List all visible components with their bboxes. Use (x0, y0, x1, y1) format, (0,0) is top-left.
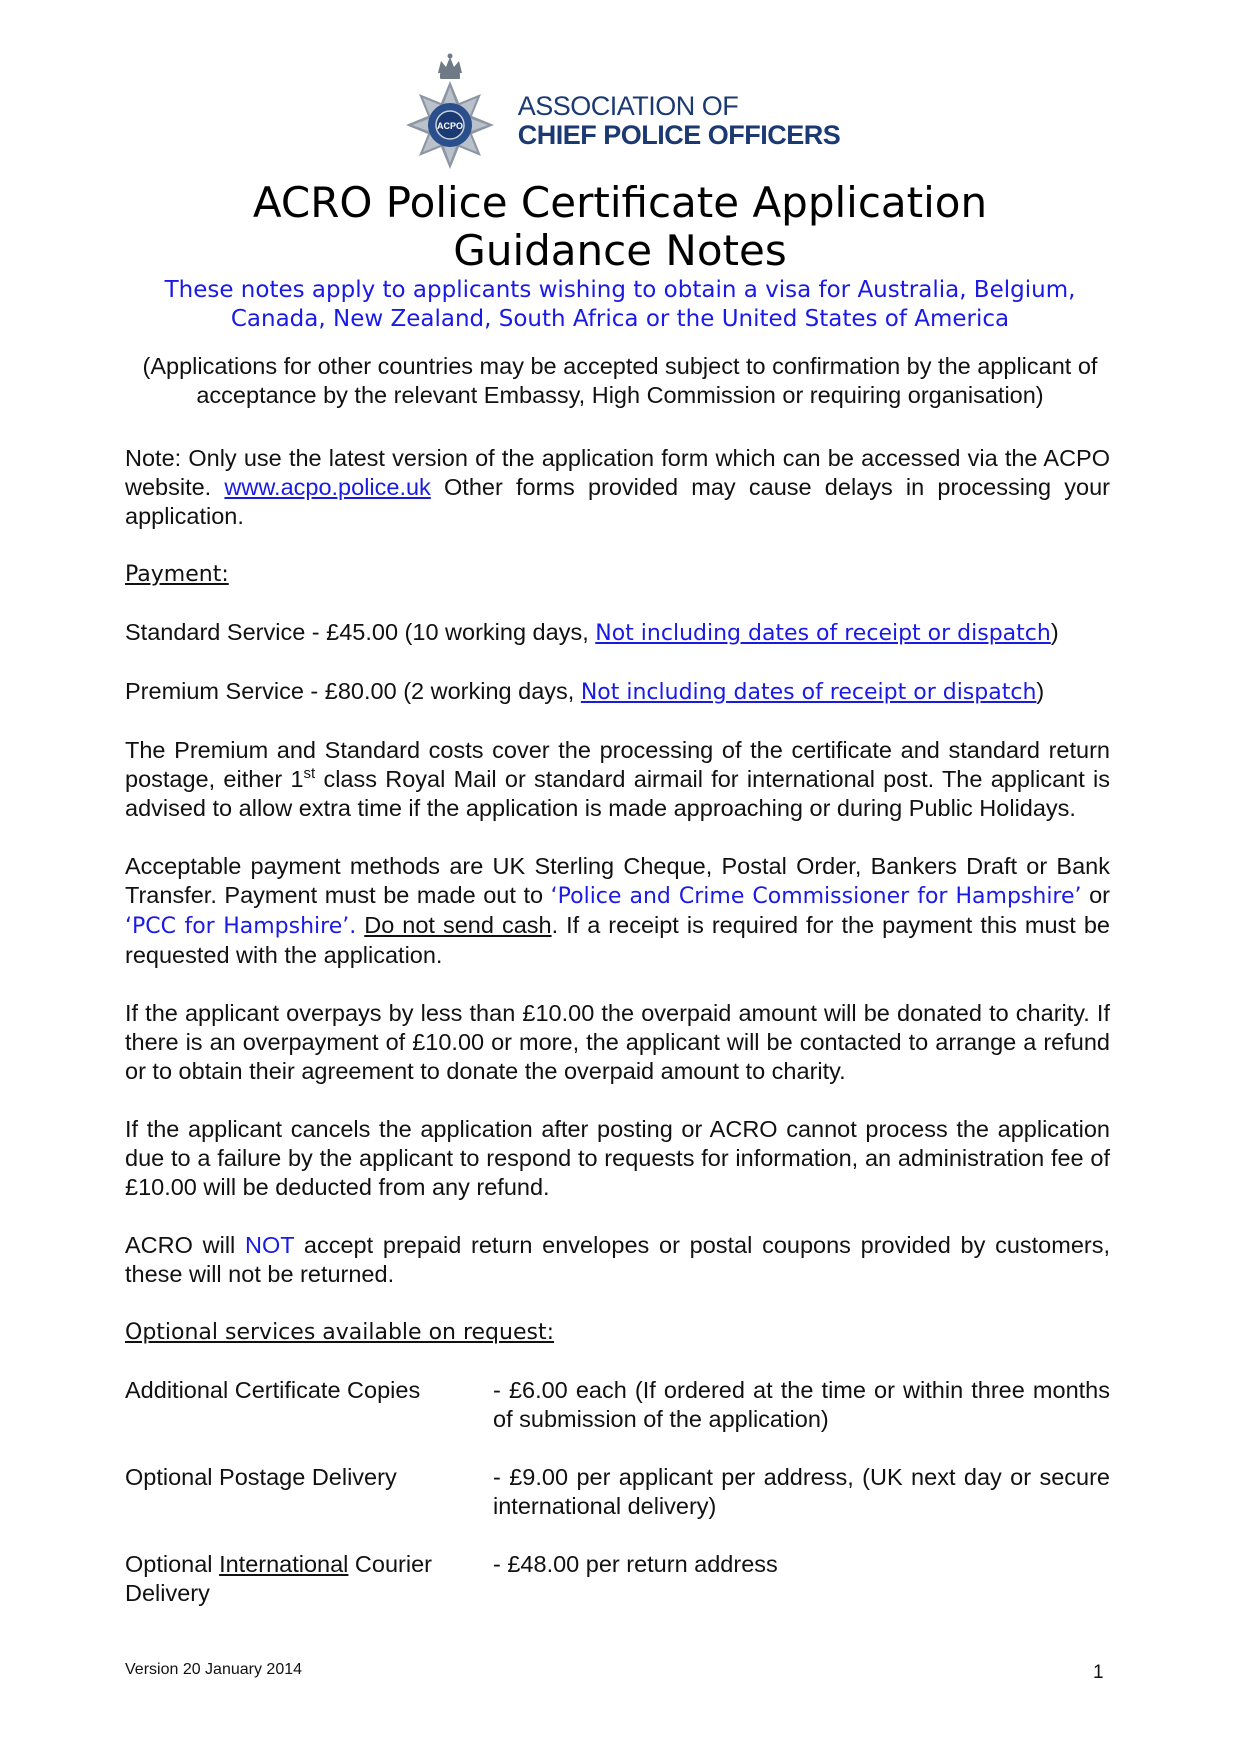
payment-methods-paragraph (125, 852, 1110, 970)
version-note-paragraph (125, 444, 1110, 531)
document-body (125, 444, 1110, 1637)
costs-paragraph (125, 736, 1110, 823)
standard-service-text: Standard Service - £45.00 (10 working days, (125, 619, 596, 645)
service-desc-courier: - £48.00 per return address (493, 1551, 778, 1577)
logo-wordmark (518, 92, 841, 149)
service-label-courier (125, 1550, 493, 1608)
costs-after: class Royal Mail or standard airmail for international post. The applicant is advised to allow extra time if the application is made approaching or during Public Holidays. (125, 766, 1110, 821)
cancellation-paragraph: If the applicant cancels the application after posting or ACRO cannot process the application due to a failure by the applicant to respond to requests for information, an administration fee of £10.00 will be deducted from any refund. (125, 1116, 1110, 1200)
courier-label-before: Optional (125, 1551, 220, 1577)
prepaid-after: accept prepaid return envelopes or postal coupons provided by customers, these will not be returned. (125, 1232, 1110, 1287)
no-cash-warning: Do not send cash (364, 912, 552, 938)
badge-text: ACPO (436, 120, 463, 131)
optional-service-row (125, 1550, 1110, 1608)
premium-service-line (125, 677, 1110, 707)
footer-version: Version 20 January 2014 (125, 1661, 303, 1678)
service-desc-copies: - £6.00 each (If ordered at the time or within three months of submission of the application) (493, 1377, 1110, 1432)
overpayment-paragraph: If the applicant overpays by less than £10.00 the overpaid amount will be donated to charity. If there is an overpayment of £10.00 or more, the applicant will be contacted to arrange a refund or to obtain their agreement to donate the overpaid amount to charity. (125, 1000, 1110, 1084)
police-star-badge-icon (400, 53, 500, 173)
applicability-subtitle (120, 276, 1120, 334)
methods-part-1: Acceptable payment methods are UK Sterling Cheque, Postal Order, Bankers Draft or Bank Transfer. Payment must be made out to (125, 853, 1110, 908)
subtitle-line-2: Canada, New Zealand, South Africa or the United States of America (230, 306, 1010, 332)
service-desc-postage: - £9.00 per applicant per address, (UK next day or secure international delivery) (493, 1464, 1110, 1519)
methods-part-2: . If a receipt is required for the payment this must be requested with the application. (125, 912, 1110, 968)
subtitle-line-1: These notes apply to applicants wishing to obtain a visa for Australia, Belgium, (164, 277, 1076, 303)
payee-name-2: ‘PCC for Hampshire’. (125, 914, 357, 939)
premium-service-text: Premium Service - £80.00 (2 working days, (125, 678, 581, 704)
costs-before: The Premium and Standard costs cover the processing of the certificate and standard return postage, either 1 (125, 737, 1110, 792)
optional-services-heading: Optional services available on request: (125, 1320, 554, 1345)
optional-service-row (125, 1463, 1110, 1521)
prepaid-not-emphasis: NOT (245, 1232, 295, 1258)
methods-or: or (1081, 882, 1110, 908)
acpo-logo (0, 50, 1240, 175)
optional-service-row (125, 1376, 1110, 1434)
premium-service-close: ) (1036, 678, 1045, 704)
standard-service-dates-link[interactable]: Not including dates of receipt or dispatch (595, 621, 1051, 646)
payment-heading: Payment: (125, 562, 229, 587)
page-number: 1 (1093, 1662, 1104, 1683)
logo-line-2: CHIEF POLICE OFFICERS (517, 119, 841, 150)
courier-label-international: International (219, 1551, 349, 1577)
prepaid-before: ACRO will (125, 1232, 245, 1258)
premium-service-dates-link[interactable]: Not including dates of receipt or dispatch (580, 680, 1037, 705)
page-title-line-2: Guidance Notes (453, 226, 787, 275)
version-note-after: Other forms provided may cause delays in processing your application. (125, 474, 1110, 529)
acpo-website-link[interactable]: www.acpo.police.uk (224, 474, 431, 500)
other-countries-note: (Applications for other countries may be accepted subject to confirmation by the applicant of acceptance by the relevant Embassy, High Commission or requiring organisation) (142, 353, 1098, 408)
service-label-postage: Optional Postage Delivery (125, 1464, 397, 1490)
standard-service-close: ) (1050, 619, 1059, 645)
logo-line-1: ASSOCIATION OF (517, 91, 739, 122)
service-label-copies: Additional Certificate Copies (125, 1377, 421, 1403)
payee-name-1: ‘Police and Crime Commissioner for Hampshire’ (550, 884, 1082, 909)
page-title-line-1: ACRO Police Certificate Application (252, 178, 988, 227)
standard-service-line (125, 618, 1110, 648)
prepaid-envelopes-paragraph (125, 1231, 1110, 1289)
costs-superscript: st (303, 765, 316, 783)
version-note-before: Note: Only use the latest version of the application form which can be accessed via the ACPO website. (125, 445, 1110, 500)
courier-label-after: Courier Delivery (125, 1551, 432, 1606)
